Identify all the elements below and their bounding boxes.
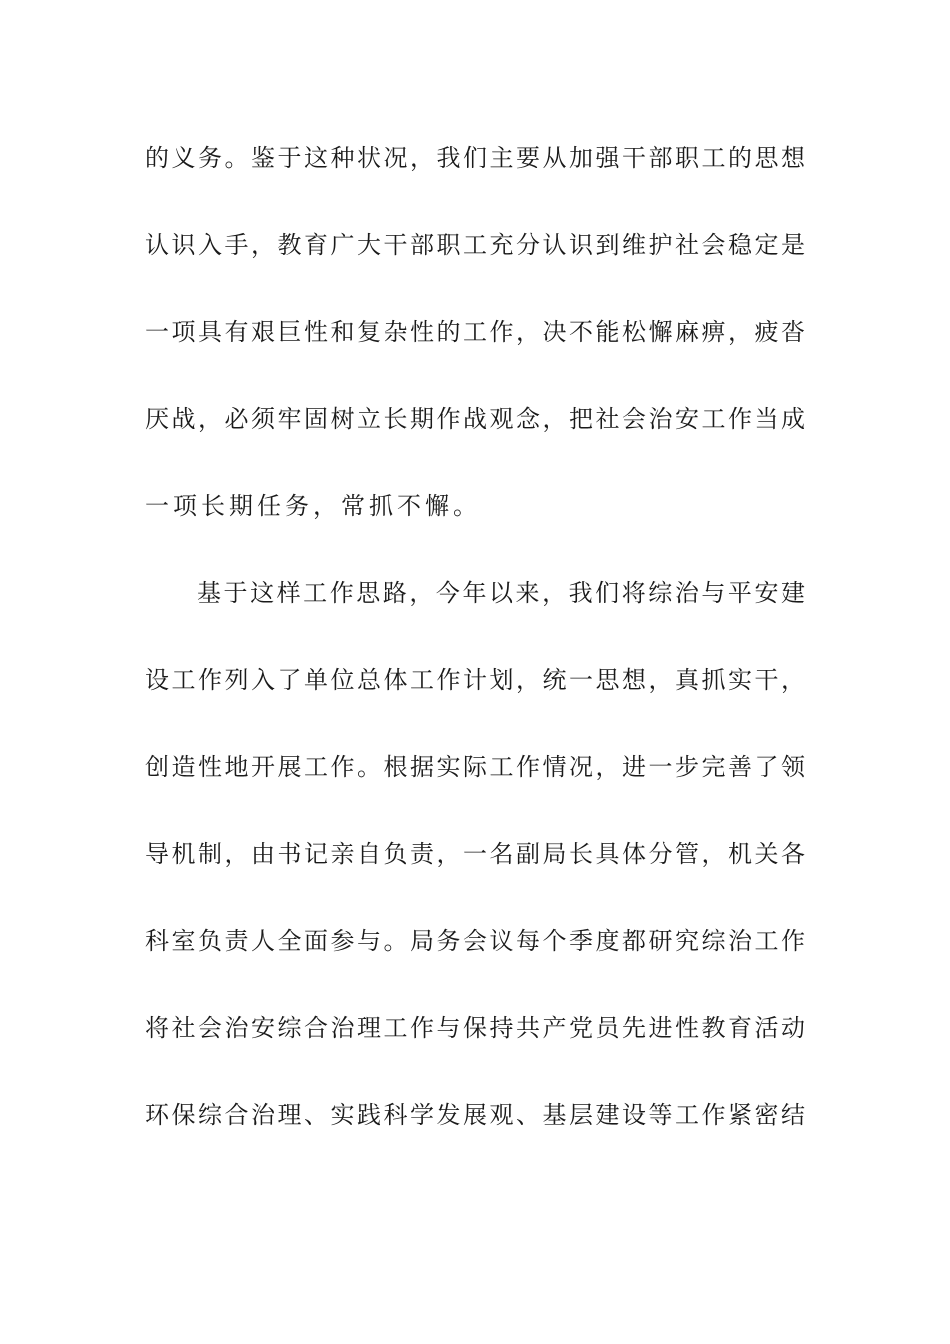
text-line: 环保综合治理、实践科学发展观、基层建设等工作紧密结 [145, 1101, 805, 1129]
text-line: 厌战，必须牢固树立长期作战观念，把社会治安工作当成 [145, 405, 805, 433]
text-line: 科室负责人全面参与。局务会议每个季度都研究综治工作 [145, 927, 805, 955]
text-line: 一项具有艰巨性和复杂性的工作，决不能松懈麻痹，疲沓 [145, 318, 805, 346]
text-line: 导机制，由书记亲自负责，一名副局长具体分管，机关各 [145, 840, 805, 868]
paragraph-first-line: 基于这样工作思路，今年以来，我们将综治与平安建 [197, 579, 805, 607]
text-line: 将社会治安综合治理工作与保持共产党员先进性教育活动 [145, 1014, 805, 1042]
text-line: 创造性地开展工作。根据实际工作情况，进一步完善了领 [145, 753, 805, 781]
body-text [145, 136, 805, 1180]
text-line: 的义务。鉴于这种状况，我们主要从加强干部职工的思想 [145, 144, 805, 172]
text-line: 认识入手，教育广大干部职工充分认识到维护社会稳定是 [145, 231, 805, 259]
text-line: 设工作列入了单位总体工作计划，统一思想，真抓实干， [145, 666, 805, 694]
text-line: 一项长期任务，常抓不懈。 [145, 492, 481, 520]
